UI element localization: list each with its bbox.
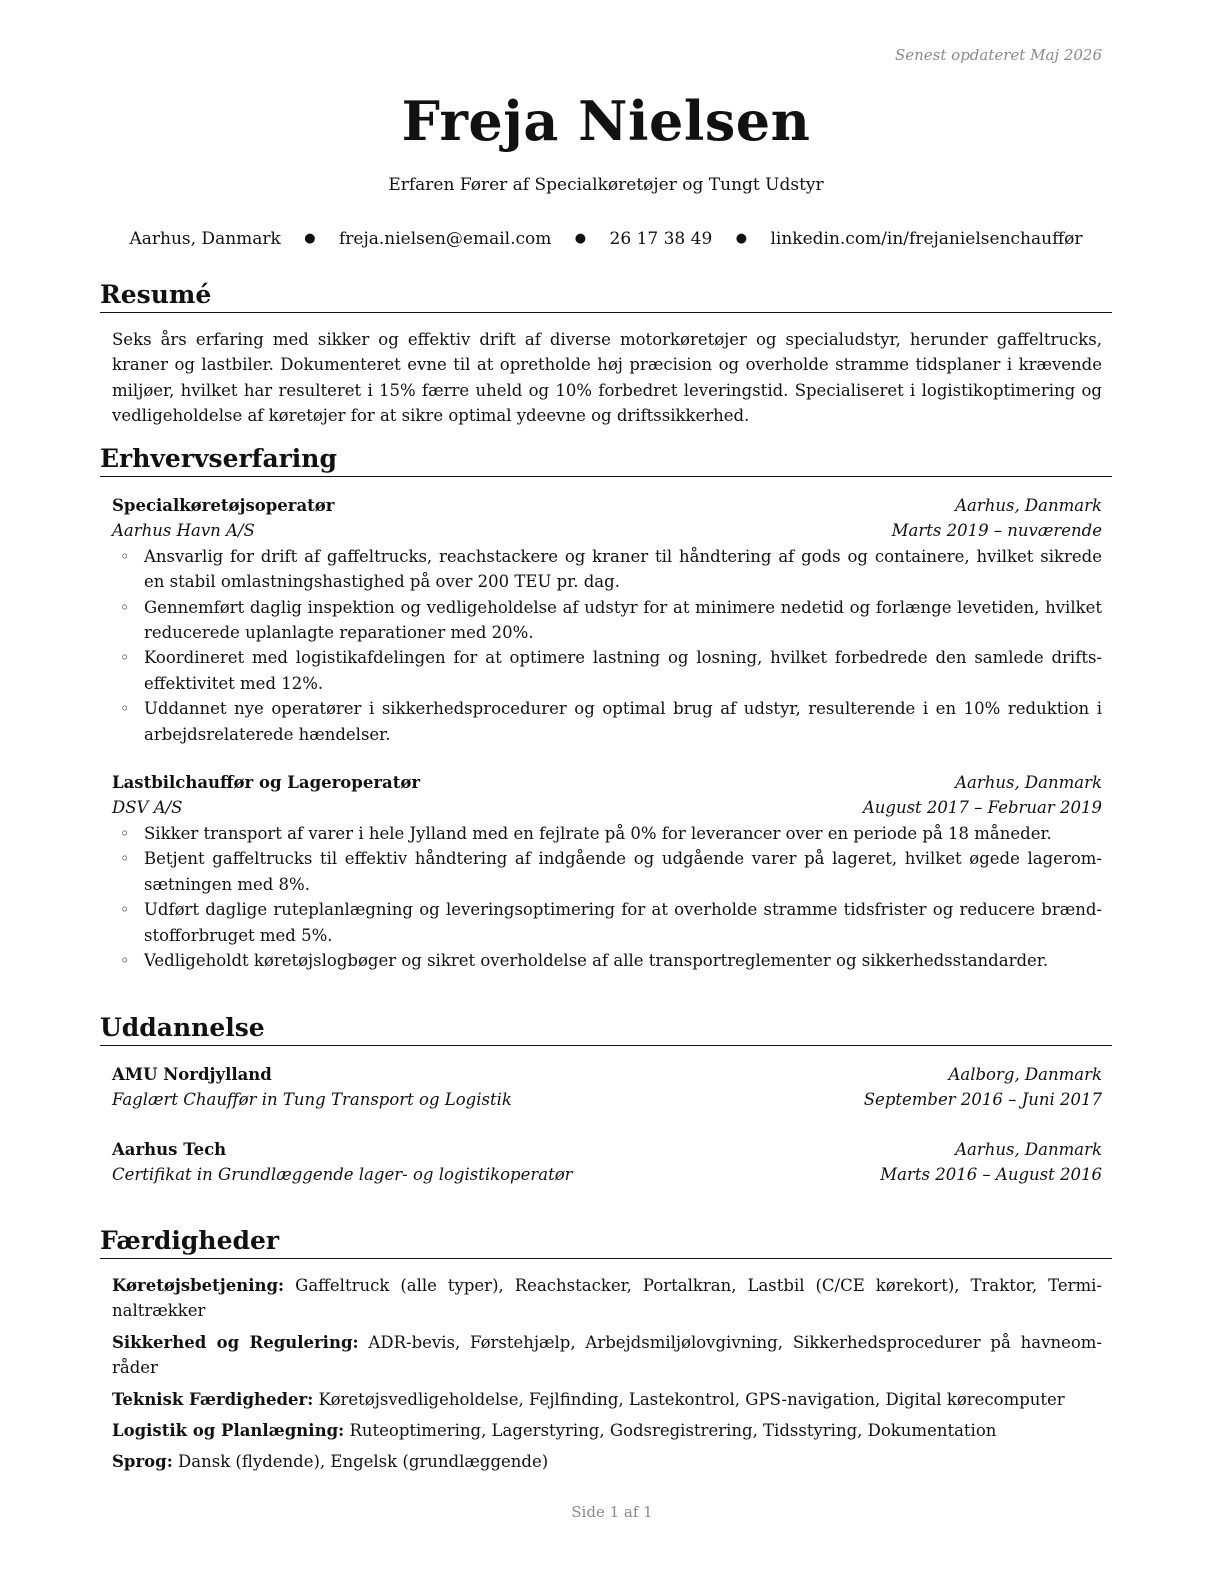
- skill-row: [112, 1418, 1102, 1443]
- education-section: [100, 1013, 1112, 1188]
- education-dates: Marts 2016 – August 2016: [880, 1165, 1102, 1185]
- skill-text: Ruteoptimering, Lagerstyring, Godsregistrering, Tidsstyring, Dokumentation: [349, 1421, 997, 1441]
- skill-label: Sprog:: [112, 1452, 173, 1472]
- skill-text: Gaffeltruck (alle typer), Reachstacker, Portalkran, Lastbil (C/CE kørekort), Traktor, Terminaltrækker: [112, 1276, 1102, 1321]
- job-bullet: ◦ Vedligeholdt køretøjslogbøger og sikret overholdelse af alle transportreglementer og sikkerhedsstandarder.: [112, 948, 1102, 973]
- job-bullet: ◦ Koordineret med logistikafdelingen for at optimere lastning og losning, hvilket forbedrede den samlede driftseffektivitet med 12%.: [112, 645, 1102, 696]
- skill-text: Køretøjsvedligeholdelse, Fejlfinding, Lastekontrol, GPS-navigation, Digital kørecomputer: [318, 1389, 1065, 1409]
- job-bullet: ◦ Betjent gaffeltrucks til effektiv håndtering af indgående og udgående varer på lageret, hvilket øgede lageromsætningen med 8%.: [112, 846, 1102, 897]
- job-dates: August 2017 – Februar 2019: [862, 798, 1102, 818]
- education-entry: [100, 1062, 1112, 1113]
- bullet-separator-icon: ●: [574, 231, 587, 246]
- last-updated: Senest opdateret Maj 2026: [894, 46, 1102, 64]
- section-title-experience: Erhvervserfaring: [100, 444, 1112, 477]
- section-title-summary: Resumé: [100, 280, 1112, 313]
- education-entry: [100, 1137, 1112, 1188]
- job-bullet: ◦ Sikker transport af varer i hele Jylland med en fejlrate på 0% for leverancer over en periode på 18 måneder.: [112, 821, 1102, 846]
- summary-section: [100, 280, 1112, 429]
- education-location: Aarhus, Danmark: [955, 1139, 1102, 1159]
- job-role: Lastbilchauffør og Lageroperatør: [112, 773, 421, 793]
- education-degree: Faglært Chauffør in Tung Transport og Logistik: [112, 1090, 512, 1110]
- skills-list: [100, 1273, 1112, 1475]
- education-school: Aarhus Tech: [112, 1139, 227, 1159]
- job-company: Aarhus Havn A/S: [112, 521, 255, 541]
- education-location: Aalborg, Danmark: [948, 1065, 1102, 1084]
- contact-email[interactable]: freja.nielsen@email.com: [339, 229, 552, 249]
- summary-text: Seks års erfaring med sikker og effektiv drift af diverse motorkøretøjer og specialudstyr, herunder gaffeltrucks, kraner og lastbiler. Dokumenteret evne til at opretholde høj præcision og overholde stramme tidsplaner i krævende miljøer, hvilket har resulteret i 15% færre uheld og 10% forbedret leveringstid. Specialiseret i logistikoptimering og vedligeholdelse af køretøjer for at sikre optimal ydeevne og driftssikkerhed.: [112, 330, 1102, 426]
- candidate-name: Freja Nielsen: [401, 89, 811, 153]
- skills-section: [100, 1226, 1112, 1481]
- job-company: DSV A/S: [112, 798, 183, 818]
- job-bullet: ◦ Udført daglige ruteplanlægning og leveringsoptimering for at overholde stramme tidsfrister og reducere brændstofforbruget med 5%.: [112, 897, 1102, 948]
- education-degree: Certifikat in Grundlæggende lager- og logistikoperatør: [112, 1165, 573, 1185]
- job-bullets: [112, 821, 1102, 973]
- skill-row: [112, 1273, 1102, 1324]
- contact-linkedin[interactable]: linkedin.com/in/frejanielsenchauffør: [770, 229, 1083, 249]
- skill-label: Logistik og Planlægning:: [112, 1421, 345, 1441]
- bullet-separator-icon: ●: [735, 231, 748, 246]
- skill-text: ADR-bevis, Førstehjælp, Arbejdsmiljølovgivning, Sikkerhedsprocedurer på havneområder: [112, 1332, 1102, 1378]
- job-role: Specialkøretøjsoperatør: [112, 496, 335, 515]
- skill-row: [112, 1330, 1102, 1381]
- candidate-tagline: Erfaren Fører af Specialkøretøjer og Tungt Udstyr: [388, 175, 824, 195]
- skill-row: [112, 1449, 1102, 1474]
- resume-page: [100, 0, 1112, 1584]
- contact-location: Aarhus, Danmark: [129, 229, 281, 249]
- job-location: Aarhus, Danmark: [955, 773, 1102, 793]
- job-bullets: [112, 544, 1102, 747]
- job-entry: [100, 493, 1112, 747]
- job-dates: Marts 2019 – nuværende: [891, 521, 1102, 541]
- page-number: Side 1 af 1: [571, 1503, 653, 1521]
- skill-label: Køretøjsbetjening:: [112, 1276, 285, 1295]
- skill-text: Dansk (flydende), Engelsk (grundlæggende): [178, 1452, 549, 1472]
- contact-line: [100, 229, 1112, 249]
- section-title-skills: Færdigheder: [100, 1226, 1112, 1259]
- bullet-separator-icon: ●: [304, 231, 316, 246]
- experience-section: [100, 444, 1112, 973]
- job-entry: [100, 770, 1112, 973]
- education-dates: September 2016 – Juni 2017: [863, 1090, 1102, 1110]
- job-location: Aarhus, Danmark: [955, 496, 1102, 515]
- education-school: AMU Nordjylland: [112, 1065, 272, 1084]
- skill-label: Teknisk Færdigheder:: [112, 1389, 314, 1409]
- skill-label: Sikkerhed og Regulering:: [112, 1332, 359, 1352]
- skill-row: [112, 1387, 1102, 1412]
- job-bullet: ◦ Uddannet nye operatører i sikkerhedsprocedurer og optimal brug af udstyr, resulterende i en 10% reduktion i arbejdsrelaterede hændelser.: [112, 696, 1102, 747]
- job-bullet: ◦ Ansvarlig for drift af gaffeltrucks, reachstackere og kraner til håndtering af gods og containere, hvilket sikrede en stabil omlastningshastighed på over 200 TEU pr. dag.: [112, 544, 1102, 595]
- contact-phone: 26 17 38 49: [609, 229, 713, 249]
- job-bullet: ◦ Gennemført daglig inspektion og vedligeholdelse af udstyr for at minimere nedetid og forlænge levetiden, hvilket reducerede uplanlagte reparationer med 20%.: [112, 595, 1102, 646]
- section-title-education: Uddannelse: [100, 1013, 1112, 1046]
